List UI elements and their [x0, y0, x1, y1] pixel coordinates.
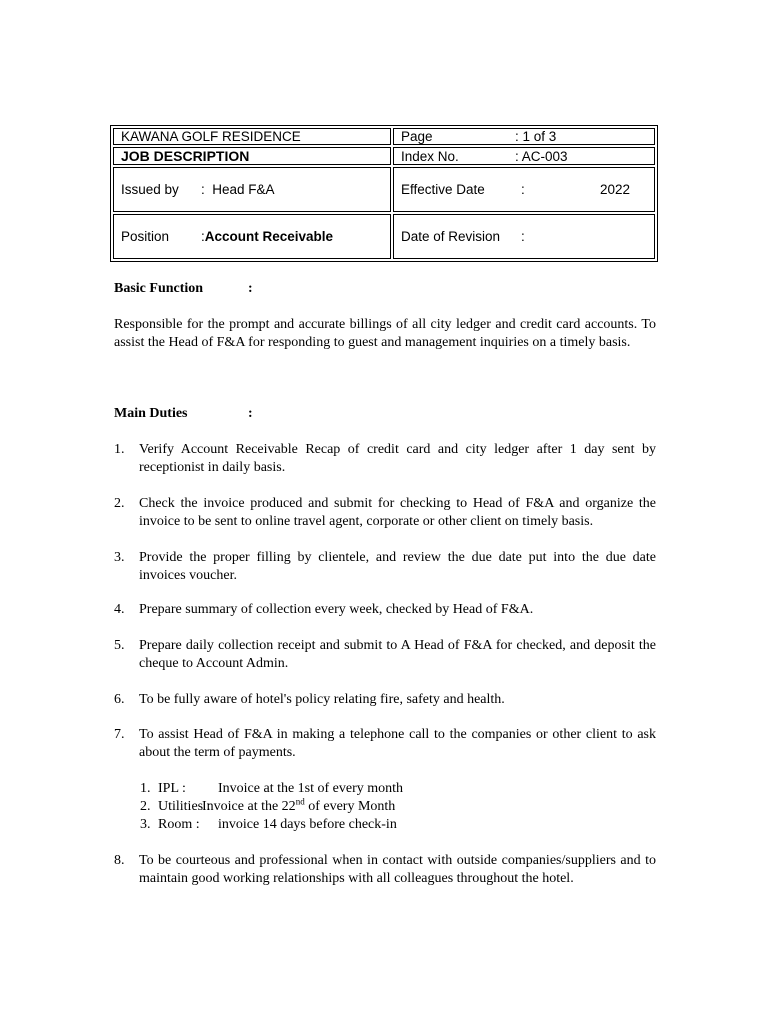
payment-term-item: [140, 796, 396, 816]
position-colon: :: [201, 229, 205, 244]
issued-by-label: Issued by: [121, 182, 179, 197]
position-value: Account Receivable: [204, 229, 334, 244]
main-duties-title: Main Duties: [114, 406, 188, 421]
position-cell: [113, 214, 391, 259]
doc-type: JOB DESCRIPTION: [113, 147, 391, 165]
duty-text: To be courteous and professional when in contact with outside companies/suppliers and to maintain good working relationships with all colleagues throughout the hotel.: [139, 853, 656, 886]
payment-term-desc: Invoice at the 1st of every month: [218, 781, 404, 796]
payment-term-number: 2.: [140, 799, 151, 814]
position-label: Position: [121, 229, 170, 244]
effective-date-colon: :: [521, 182, 525, 197]
duty-text: Prepare summary of collection every week, checked by Head of F&A.: [139, 602, 534, 617]
basic-function-title: Basic Function: [114, 281, 204, 296]
payment-term-label: Utilities :: [158, 799, 211, 814]
page-label: Page: [401, 129, 433, 144]
payment-term-number: 1.: [140, 781, 151, 796]
payment-term-desc-pre: Invoice at the 22: [202, 799, 296, 814]
duty-number: 5.: [114, 638, 125, 653]
issued-by-value: : Head F&A: [201, 182, 275, 197]
page-value: : 1 of 3: [515, 129, 557, 144]
effective-date-cell: [393, 167, 655, 212]
index-label: Index No.: [401, 148, 459, 164]
index-cell: [393, 147, 655, 165]
main-duties-colon: :: [248, 406, 253, 421]
basic-function-colon: :: [248, 281, 253, 296]
duty-text: Check the invoice produced and submit for checking to Head of F&A and organize the invoice to be sent to online travel agent, corporate or other client on timely basis.: [139, 496, 656, 529]
revision-label: Date of Revision: [401, 229, 501, 244]
index-value: : AC-003: [515, 148, 568, 164]
payment-term-desc: [202, 798, 395, 816]
company-name: KAWANA GOLF RESIDENCE: [113, 128, 391, 145]
basic-function-text: Responsible for the prompt and accurate billings of all city ledger and credit card accounts. To assist the Head of F&A for responding to guest and management inquiries on a timely basis.: [114, 317, 656, 350]
revision-cell: [393, 214, 655, 259]
main-duties-heading: [114, 406, 253, 422]
duty-number: 1.: [114, 442, 125, 457]
basic-function-heading: [114, 281, 253, 297]
payment-term-label: IPL :: [158, 781, 186, 796]
duty-number: 8.: [114, 853, 125, 868]
payment-term-desc: invoice 14 days before check-in: [218, 817, 397, 832]
page-cell: [393, 128, 655, 145]
header-table: [110, 125, 658, 262]
payment-term-desc-post: of every Month: [304, 799, 396, 814]
duty-text: Prepare daily collection receipt and submit to A Head of F&A for checked, and deposit the cheque to Account Admin.: [139, 638, 656, 671]
payment-term-number: 3.: [140, 817, 151, 832]
duty-text: Verify Account Receivable Recap of credit card and city ledger after 1 day sent by receptionist in daily basis.: [139, 442, 656, 475]
duty-number: 6.: [114, 692, 125, 707]
revision-colon: :: [521, 229, 525, 244]
duty-text: To assist Head of F&A in making a telephone call to the companies or other client to ask about the term of payments.: [139, 727, 656, 760]
duty-number: 4.: [114, 602, 125, 617]
duty-text: To be fully aware of hotel's policy relating fire, safety and health.: [139, 692, 505, 707]
duty-number: 7.: [114, 727, 125, 742]
duty-text: Provide the proper filling by clientele, and review the due date put into the due date invoices voucher.: [139, 550, 656, 583]
payment-term-label: Room :: [158, 817, 200, 832]
effective-date-year: 2022: [599, 182, 630, 197]
duty-number: 2.: [114, 496, 125, 511]
issued-by-cell: [113, 167, 391, 212]
ordinal-suffix: nd: [295, 796, 305, 807]
payment-term-item: [140, 780, 404, 798]
duty-number: 3.: [114, 550, 125, 565]
effective-date-label: Effective Date: [401, 182, 485, 197]
payment-term-item: [140, 816, 397, 834]
